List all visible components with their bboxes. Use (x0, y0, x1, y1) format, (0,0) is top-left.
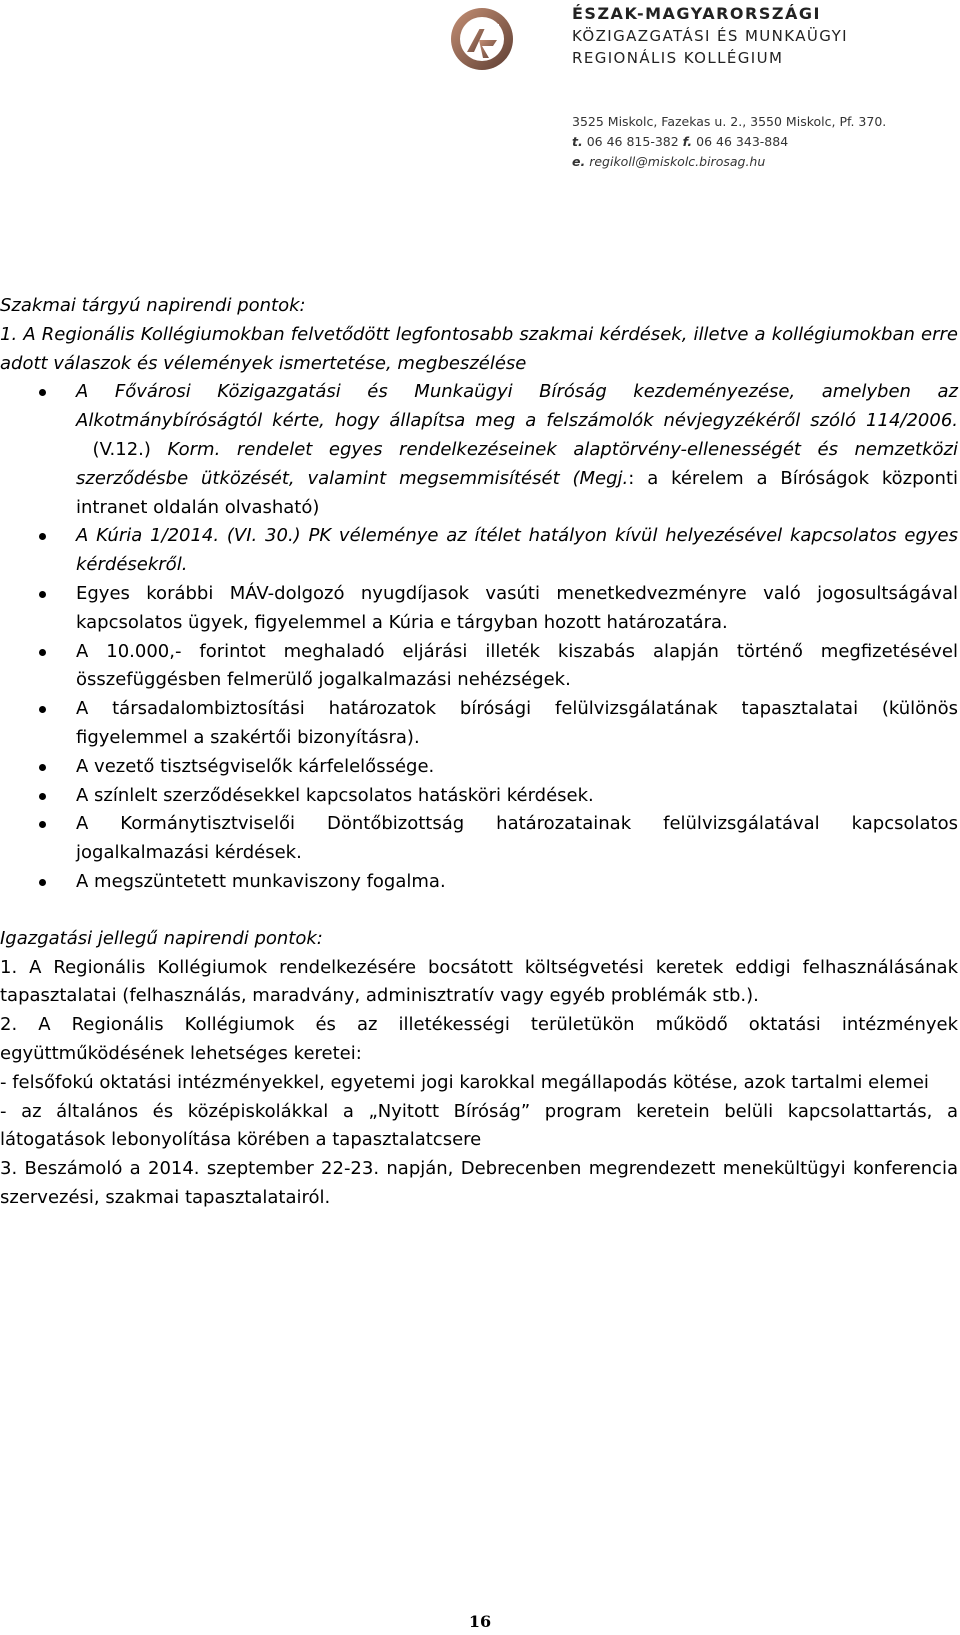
list-item: A Kúria 1/2014. (VI. 30.) PK véleménye az ítélet hatályon kívül helyezésével kapcsolatos egyes kérdésekről. (76, 522, 958, 580)
org-name-line3: REGIONÁLIS KOLLÉGIUM (572, 49, 784, 67)
administrative-item-2: 2. A Regionális Kollégiumok és az illetékességi területükön működő oktatási intézmények együttműködésének lehetséges keretei: (0, 1014, 958, 1064)
administrative-item-2-sub-b: - az általános és középiskolákkal a „Nyitott Bíróság” program keretein belüli kapcsolattartás, a látogatások lebonyolítása körében a tapasztalatcsere (0, 1100, 958, 1151)
administrative-item-1: 1. A Regionális Kollégiumok rendelkezésére bocsátott költségvetési keretek eddigi felhasználásának tapasztalatai (felhasználás, maradvány, adminisztratív vagy egyéb problémák stb.). (0, 956, 958, 1007)
page-number: 16 (468, 1612, 492, 1631)
phone-number: 06 46 815-382 (582, 134, 683, 149)
list-item: Egyes korábbi MÁV-dolgozó nyugdíjasok vasúti menetkedvezményre való jogosultságával kapcsolatos ügyek, figyelemmel a Kúria e tárgyban hozott határozatára. (76, 580, 958, 638)
organization-name (572, 2, 848, 69)
list-item: A 10.000,- forintot meghaladó eljárási illeték kiszabás alapján történő megfizetésével összefüggésben felmerülő jogalkalmazási nehézségek. (76, 638, 958, 696)
address: 3525 Miskolc, Fazekas u. 2., 3550 Miskolc, Pf. 370. (572, 114, 887, 129)
email-line (572, 152, 886, 172)
list-item: A színlelt szerződésekkel kapcsolatos hatásköri kérdések. (76, 782, 958, 811)
administrative-heading: Igazgatási jellegű napirendi pontok: (0, 927, 323, 949)
org-name-line1: ÉSZAK-MAGYARORSZÁGI (572, 4, 821, 23)
phone-fax-line (572, 132, 886, 152)
email-label: e. (572, 154, 586, 169)
kollegium-logo-icon (449, 6, 515, 72)
professional-item-1: 1. A Regionális Kollégiumokban felvetődött legfontosabb szakmai kérdések, illetve a kollégiumokban erre adott válaszok és vélemények ismertetése, megbeszélése (0, 323, 958, 374)
org-name-line2: KÖZIGAZGATÁSI ÉS MUNKAÜGYI (572, 27, 848, 45)
professional-heading: Szakmai tárgyú napirendi pontok: (0, 295, 306, 316)
administrative-item-3: 3. Beszámoló a 2014. szeptember 22-23. napján, Debrecenben megrendezett menekültügyi konferencia szervezési, szakmai tapasztalatairól. (0, 1158, 958, 1208)
list-item: A Fővárosi Közigazgatási és Munkaügyi Bíróság kezdeményezése, amelyben az Alkotmánybíróságtól kérte, hogy állapítsa meg a felszámolók névjegyzékéről szóló 114/2006. (V.12.) Korm. rendelet egyes rendelkezéseinek alaptörvény-ellenességét és nemzetközi szerződésbe ütközését, valamint megsemmisítését (Megj.: a kérelem a Bíróságok központi intranet oldalán olvasható) (76, 378, 958, 522)
list-item: A vezető tisztségviselők kárfelelőssége. (76, 753, 958, 782)
email-address: regikoll@miskolc.birosag.hu (585, 154, 766, 169)
contact-block (572, 112, 886, 172)
fax-number: 06 46 343-884 (692, 134, 789, 149)
list-item: A megszüntetett munkaviszony fogalma. (76, 868, 958, 897)
fax-label: f. (682, 134, 693, 149)
list-item: A Kormánytisztviselői Döntőbizottság határozatainak felülvizsgálatával kapcsolatos jogalkalmazási kérdések. (76, 810, 958, 868)
document-body (0, 292, 958, 1213)
phone-label: t. (572, 134, 583, 149)
professional-bullet-list (0, 378, 958, 896)
administrative-item-2-sub-a: - felsőfokú oktatási intézményekkel, egyetemi jogi karokkal megállapodás kötése, azok tartalmi elemei (0, 1071, 929, 1093)
list-item: A társadalombiztosítási határozatok bírósági felülvizsgálatának tapasztalatai (különös figyelemmel a szakértői bizonyításra). (76, 695, 958, 753)
